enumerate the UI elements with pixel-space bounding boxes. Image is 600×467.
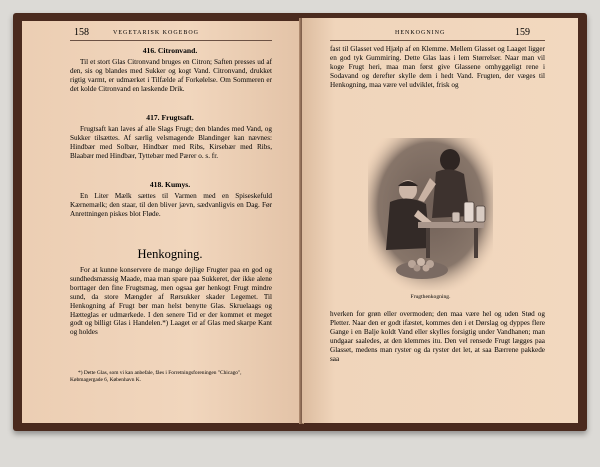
recipe-body: Til et stort Glas Citronvand bruges en Citron; Saften presses ud af den, sis og blandes med Sukker og kogt Vand. Citronvand, drukket rigtig varmt, er udmærket i Tilfælde af Forkølelse. Om Sommeren er det kolde Citronvand en læskende Drik. — [70, 58, 272, 93]
fruit-preserving-illustration — [368, 138, 493, 290]
recipe-title: 416. Citronvand. — [142, 46, 198, 55]
recipe-body: Frugtsaft kan laves af alle Slags Frugt; den blandes med Vand, og Sukker tilsættes. Af særlig velsmagende Blandinger kan nævnes: Hindbær med Solbær, Hindbær med Ribs, Kirsebær med Ribs, Blaabær med Hindbær, Tyttebær med Pærer o. s. fr. — [70, 125, 272, 160]
right-bottom-body: hverken for grøn eller overmoden; den maa være hel og uden Stød og Pletter. Naar den er godt ifæstet, kommes den i et Dørslag og dyppes flere Gange i en Balje koldt Vand eller skylles forsigtig under Vandhanen; man undgaar saaledes, at den klemmes itu. Den vel rensede Frugt lægges paa Glasset, medens man ryster og da ryster det let, at saa Bærrene pakkede saa — [330, 310, 545, 363]
right-running-head: HENKOGNING — [395, 30, 446, 36]
left-running-head: VEGETARISK KOGEBOG — [113, 30, 200, 36]
section-body: For at kunne konservere de mange dejlige Frugter paa en god og sundhedsmæssig Maade, maa man spare paa Sukkeret, der ikke alene borttager den fine Frugtsmag, men ogsaa gør henkogt Frugt mindre sund, da store Mængder af Rørsukker skader Legemet. Til Henkogning af Frugt bør man helst benytte Glas. Skruelaags og Hætteglas er udmærkede. I den senere Tid er der kommet et meget godt og billigt Glas i Handelen.*) Laaget er af Glas med skarpe Kant og holdes — [70, 266, 272, 337]
recipe-body: En Liter Mælk sættes til Varmen med en Spiseskefuld Kærnemælk; den staar, til den bliver jævn, sædvanligvis en Dag. Før Anrettningen piskes blot Fløde. — [70, 192, 272, 218]
footnote: *) Dette Glas, som vi kan anbefale, fåes i Forretningsforeningen "Chicago", Købmagergade 6, København K. — [70, 370, 242, 383]
recipe-title: 418. Kumys. — [149, 180, 191, 189]
left-head-rule — [70, 40, 272, 41]
recipe-title: 417. Frugtsaft. — [146, 113, 194, 122]
right-head-rule — [330, 40, 545, 41]
left-page-number: 158 — [74, 27, 89, 38]
right-top-body: fast til Glasset ved Hjælp af en Klemme. Mellem Glasset og Laaget ligger en god tyk Gummiring. Dette Glas laas i lem Størrelser. Naar man vil koge Frugt heri, maa man først give Glassene omhyggeligt rene i Sodavand og derefter skylle dem i hedt Vand. Frugten, der væges til Henkogning, maa være vel udviklet, frisk og — [330, 45, 545, 89]
right-page-number: 159 — [515, 27, 530, 38]
section-title: Henkogning. — [137, 247, 203, 261]
illustration-caption: Frugthenkogning. — [410, 294, 451, 300]
